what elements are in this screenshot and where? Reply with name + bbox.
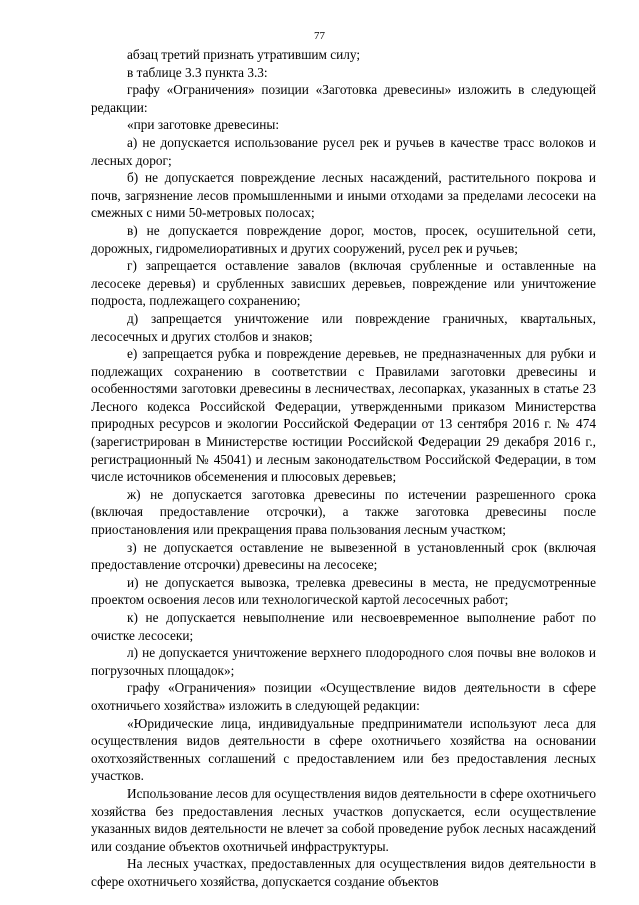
paragraph: в) не допускается повреждение дорог, мостов, просек, осушительной сети, дорожных, гидромелиоративных и других сооружений, русел рек и ручьев;	[91, 222, 596, 256]
paragraph: абзац третий признать утратившим силу;	[127, 47, 361, 62]
paragraph: Использование лесов для осуществления видов деятельности в сфере охотничьего хозяйства без предоставления лесных участков допускается, если осуществление указанных видов деятельности не влечет за собой проведение рубок лесных насаждений или создание объектов охотничьей инфраструктуры.	[91, 785, 596, 854]
paragraph: ж) не допускается заготовка древесины по истечении разрешенного срока (включая предоставление отсрочки), а также заготовка древесины после приостановления или прекращения права пользования лесным участком;	[91, 486, 596, 538]
paragraph: д) запрещается уничтожение или повреждение граничных, квартальных, лесосечных и других столбов и знаков;	[91, 310, 596, 344]
paragraph: и) не допускается вывозка, трелевка древесины в места, не предусмотренные проектом освоения лесов или технологической картой лесосечных работ;	[91, 574, 596, 608]
paragraph: графу «Ограничения» позиции «Осуществление видов деятельности в сфере охотничьего хозяйства» изложить в следующей редакции:	[91, 680, 596, 713]
paragraph: е) запрещается рубка и повреждение деревьев, не предназначенных для рубки и подлежащих сохранению в соответствии с Правилами заготовки древесины и особенностями заготовки древесины в лесничествах, лесопарках, указанных в статье 23 Лесного кодекса Российской Федерации, утвержденными приказом Министерства природных ресурсов и экологии Российской Федерации от 13 сентября 2016 г. № 474 (зарегистрирован в Министерстве юстиции Российской Федерации 29 декабря 2016 г., регистрационный № 45041) и лесным законодательством Российской Федерации, в том числе источников обсеменения и плюсовых деревьев;	[91, 346, 596, 485]
paragraph: г) запрещается оставление завалов (включая срубленные и оставленные на лесосеке деревья) и срубленных зависших деревьев, повреждение или уничтожение подроста, подлежащего сохранению;	[91, 258, 596, 309]
paragraph: «Юридические лица, индивидуальные предприниматели используют леса для осуществления видов деятельности в сфере охотничьего хозяйства на основании охотхозяйственных соглашений с предоставлением или без предоставления лесных участков.	[91, 715, 596, 784]
paragraph: а) не допускается использование русел рек и ручьев в качестве трасс волоков и лесных дорог;	[91, 134, 596, 168]
paragraph: л) не допускается уничтожение верхнего плодородного слоя почвы вне волоков и погрузочных площадок»;	[91, 645, 596, 678]
paragraph: к) не допускается невыполнение или несвоевременное выполнение работ по очистке лесосеки;	[91, 610, 596, 643]
document-body	[91, 46, 596, 891]
paragraph: «при заготовке древесины:	[127, 117, 280, 133]
paragraph: б) не допускается повреждение лесных насаждений, растительного покрова и почв, загрязнение лесов промышленными и иными отходами за пределами лесосеки на смежных с ними 50-метровых полосах;	[91, 170, 596, 221]
paragraph: в таблице 3.3 пункта 3.3:	[127, 64, 268, 80]
paragraph: графу «Ограничения» позиции «Заготовка древесины» изложить в следующей редакции:	[91, 82, 596, 115]
paragraph: На лесных участках, предоставленных для осуществления видов деятельности в сфере охотничьего хозяйства, допускается создание объектов	[91, 856, 596, 889]
page-number: 77	[314, 30, 325, 42]
paragraph: з) не допускается оставление не вывезенной в установленный срок (включая предоставление отсрочки) древесины на лесосеке;	[91, 539, 596, 573]
